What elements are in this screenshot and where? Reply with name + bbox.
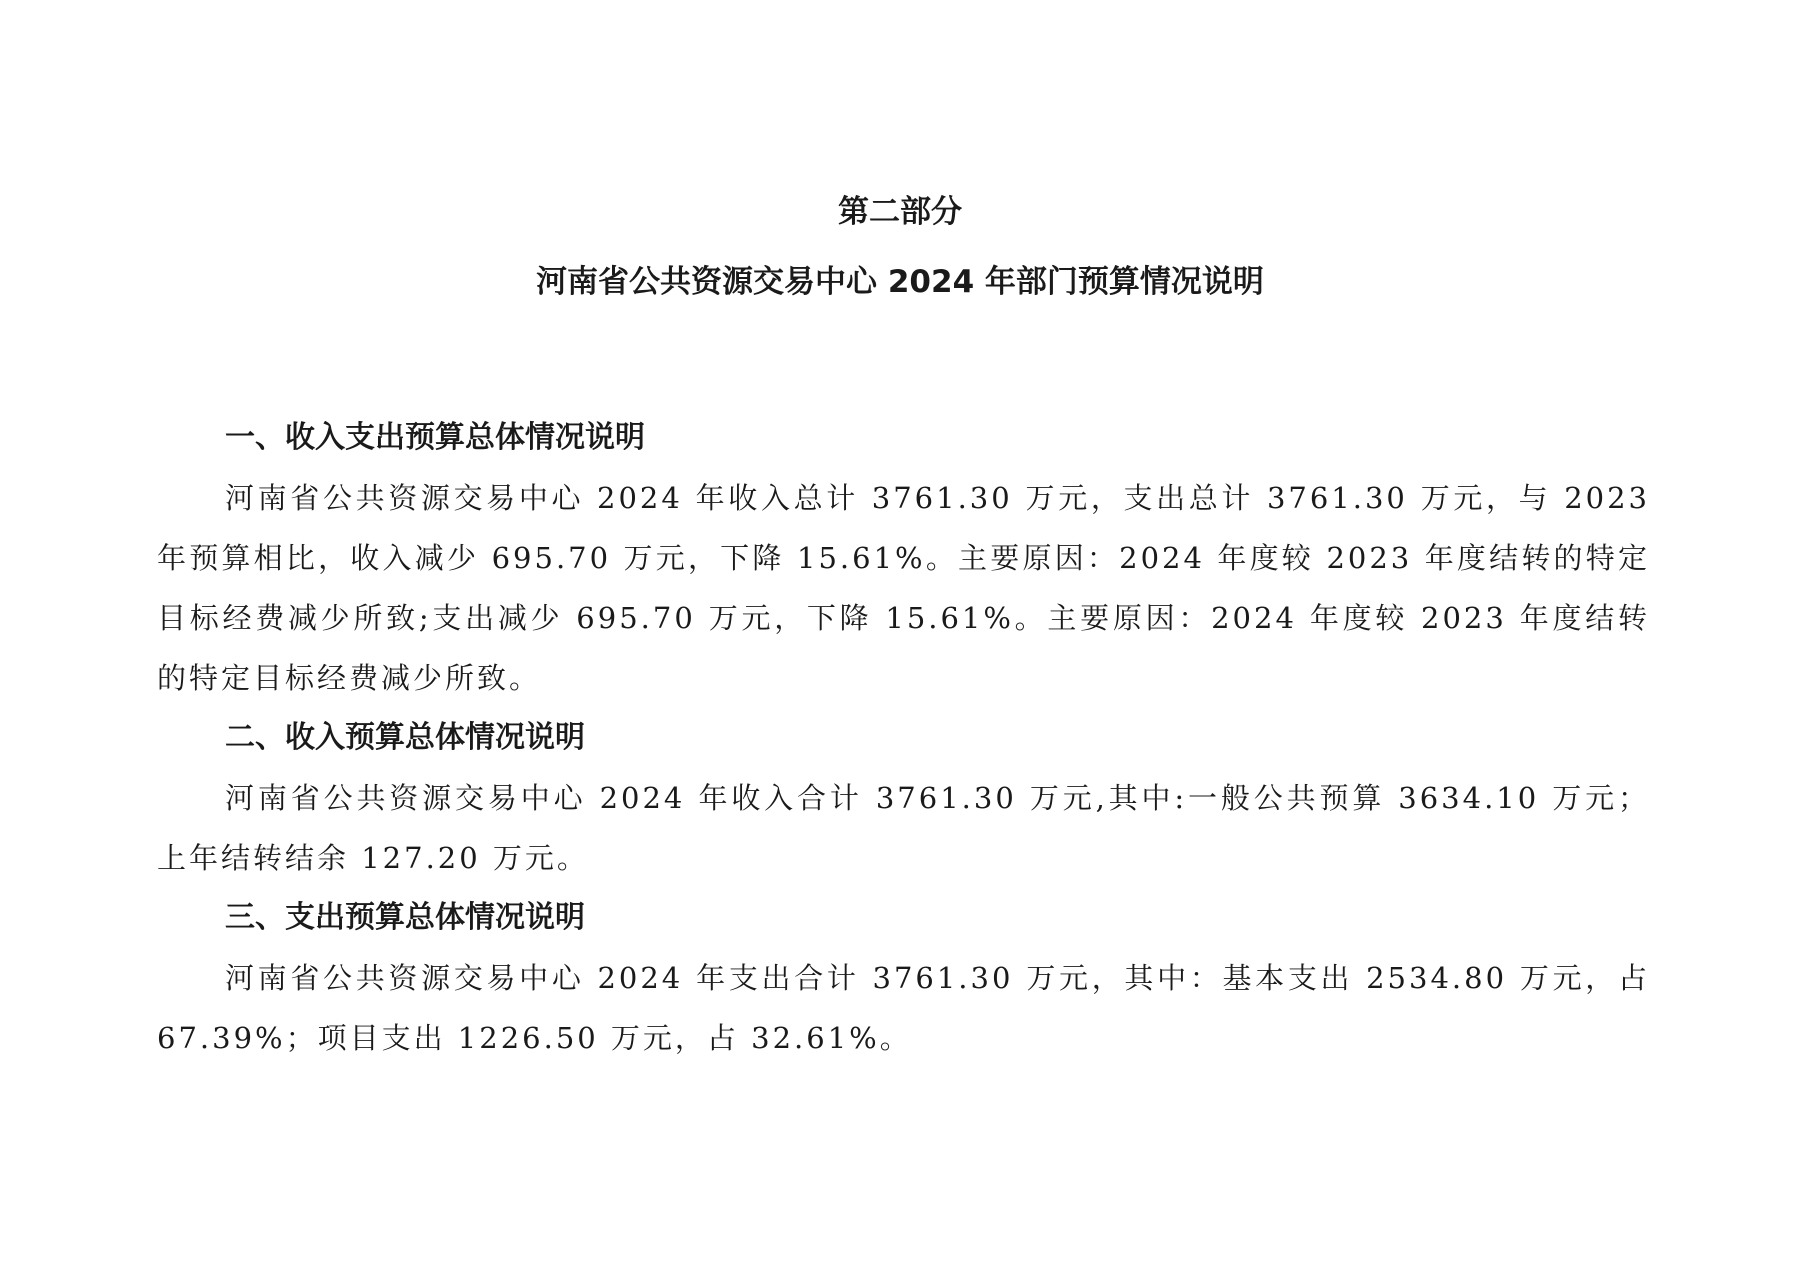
- section-income-expense-overview: [157, 408, 1650, 708]
- section-paragraph: 河南省公共资源交易中心 2024 年收入合计 3761.30 万元,其中:一般公共预算 3634.10 万元；上年结转结余 127.20 万元。: [157, 781, 1650, 875]
- section-income-overview: [157, 708, 1650, 888]
- document-title: 河南省公共资源交易中心 2024 年部门预算情况说明: [536, 264, 1264, 300]
- section-heading: 二、收入预算总体情况说明: [225, 720, 585, 755]
- part-title: 第二部分: [838, 194, 962, 230]
- document-body: [157, 408, 1650, 1068]
- section-paragraph: 河南省公共资源交易中心 2024 年收入总计 3761.30 万元，支出总计 3761.30 万元，与 2023 年预算相比，收入减少 695.70 万元，下降 15.61%。主要原因：2024 年度较 2023 年度结转的特定目标经费减少所致;支出减少 695.70 万元，下降 15.61%。主要原因：2024 年度较 2023 年度结转的特定目标经费减少所致。: [157, 481, 1650, 695]
- section-heading: 一、收入支出预算总体情况说明: [225, 420, 645, 455]
- section-expense-overview: [157, 888, 1650, 1068]
- section-paragraph: 河南省公共资源交易中心 2024 年支出合计 3761.30 万元，其中：基本支出 2534.80 万元，占 67.39%；项目支出 1226.50 万元，占 32.61%。: [157, 961, 1650, 1055]
- section-heading: 三、支出预算总体情况说明: [225, 900, 585, 935]
